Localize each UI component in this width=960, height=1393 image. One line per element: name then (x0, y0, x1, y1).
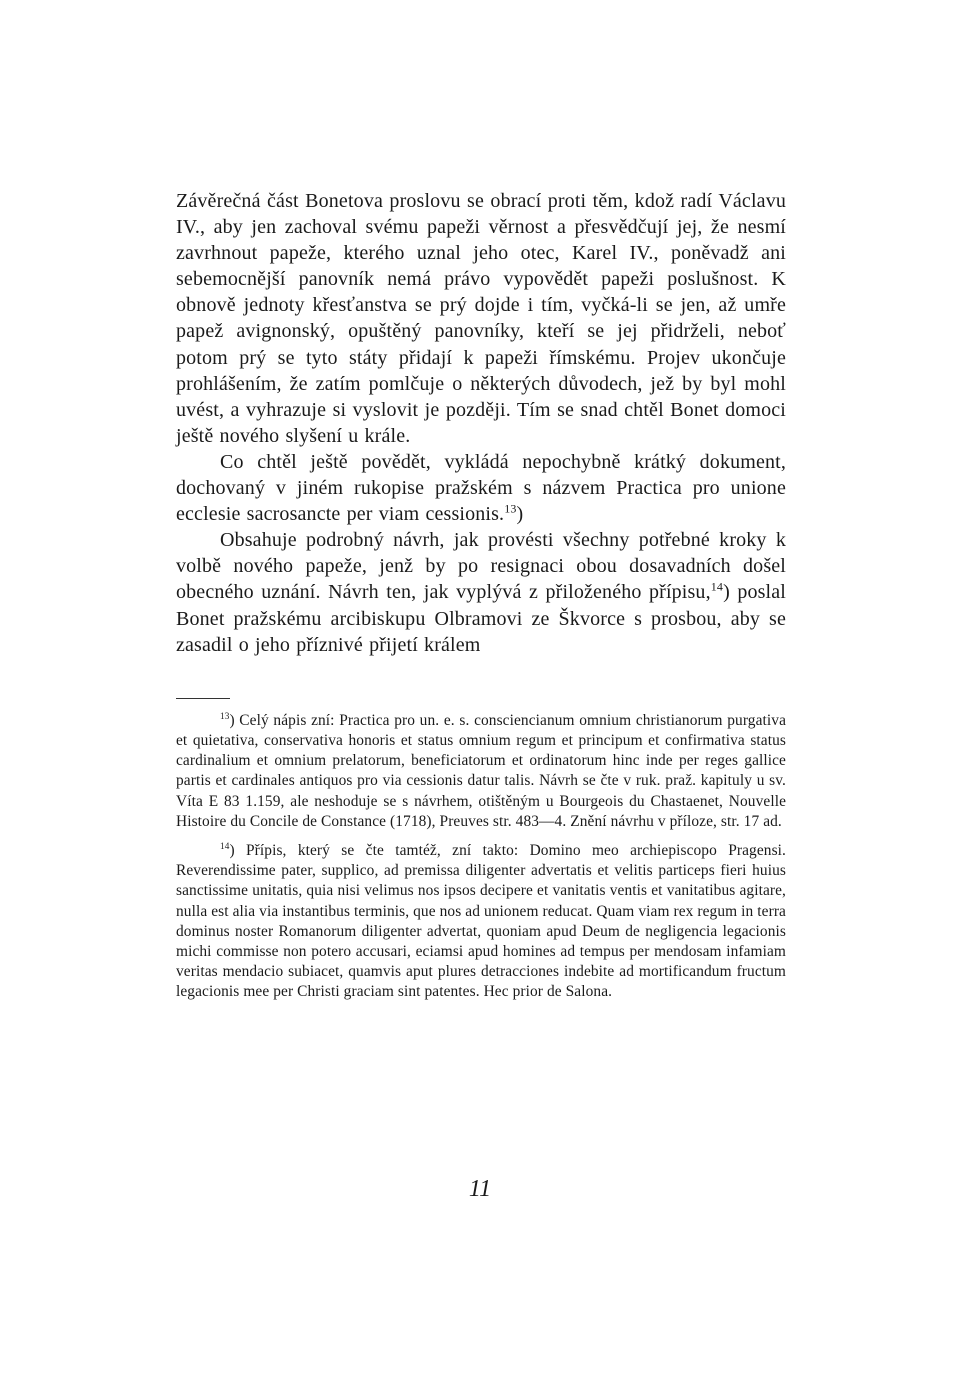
page-number: 11 (468, 1176, 492, 1202)
paragraph-3-text-a: Obsahuje podrobný návrh, jak provésti všechny potřebné kroky k volbě nového papeže, jenž by po resignaci obou dosavadních došel obecného uznání. Návrh ten, jak vyplývá z přiloženého přípisu, (176, 529, 786, 604)
footnote-13 (176, 711, 786, 832)
paragraph-3 (176, 527, 786, 657)
footnote-14-text: ) Přípis, který se čte tamtéž, zní takto: Domino meo archiepiscopo Pragensi. Reverendissime pater, supplico, ad premissa diligenter advertatis et velitis particeps fieri huius sanctissime unitatis, quia nisi velimus nos ipsos decipere et vanitatis ventis et vanitatibus agitare, nulla est alia via instantibus terminis, que nos ad unionem reducat. Quam viam rex regum in terra dominus noster Romanorum diligenter advertat, quoniam apud Deum de negligencia legacionis michi commisse non potero accusari, eciamsi apud homines ad tempus per mendosam infamiam veritas mendacio subiacet, quamvis aput plures detracciones indebite ad mortificandum fructum legacionis mee per Christi graciam sint patentes. Hec prior de Salona. (176, 841, 786, 1001)
paragraph-2-text: Co chtěl ještě povědět, vykládá nepochybně krátký dokument, dochovaný v jiném rukopise pražském s názvem Practica pro unione ecclesie sacrosancte per viam cessionis. (176, 450, 786, 526)
paragraph-1: Závěrečná část Bonetova proslovu se obrací proti těm, kdož radí Václavu IV., aby jen zachoval svému papeži věrnost a přesvědčují jej, že nesmí zavrhnout papeže, kterého uznal jeho otec, Karel IV., poněvadž ani sebemocnější panovník nemá právo vypovědět papeži poslušnost. K obnově jednoty křesťanstva se prý dojde i tím, vyčká-li se jen, až umře papež avignonský, opuštěný panovníky, kteří se jej přidrželi, neboť potom prý se tyto státy přidají k papeži římskému. Projev ukončuje prohlášením, že zatím pomlčuje o některých důvodech, jež by byl mohl uvést, a vyhrazuje si vyslovit je později. Tím se snad chtěl Bonet domoci ještě nového slyšení u krále. (176, 190, 786, 447)
footnote-14 (176, 841, 786, 1003)
main-text (176, 188, 786, 658)
paragraph-2-tail: ) (516, 503, 524, 526)
paragraph-2 (176, 449, 786, 527)
page-content (176, 188, 786, 1003)
paragraph-3-text-b: ) poslal Bonet pražskému arcibiskupu Olbramovi ze Škvorce s prosbou, aby se zasadil o jeho příznivé přijetí králem (176, 581, 786, 656)
footnote-ref-13[interactable]: 13 (504, 501, 517, 516)
footnote-14-mark: 14 (220, 840, 230, 851)
footnotes (176, 711, 786, 1003)
footnote-ref-14[interactable]: 14 (710, 579, 724, 594)
footnote-divider (176, 698, 230, 699)
footnote-13-text: ) Celý nápis zní: Practica pro un. e. s. consciencianum omnium christianorum purgativa et quietativa, conservativa honoris et status omnium regum et principum et confirmativa status cardinalium et omnium prelatorum, beneficiatorum et ordinatorum hinc inde per reges gallice partis et cardinales antiquos pro via cessionis datur talis. Návrh se čte v ruk. praž. kapituly u sv. Víta E 83 1.159, ale neshoduje se s návrhem, otištěným u Bourgeois du Chastaenet, Nouvelle Histoire du Concile de Constance (1718), Preuves str. 483—4. Znění návrhu v příloze, str. 17 ad. (176, 711, 786, 830)
footnote-13-mark: 13 (220, 710, 230, 721)
